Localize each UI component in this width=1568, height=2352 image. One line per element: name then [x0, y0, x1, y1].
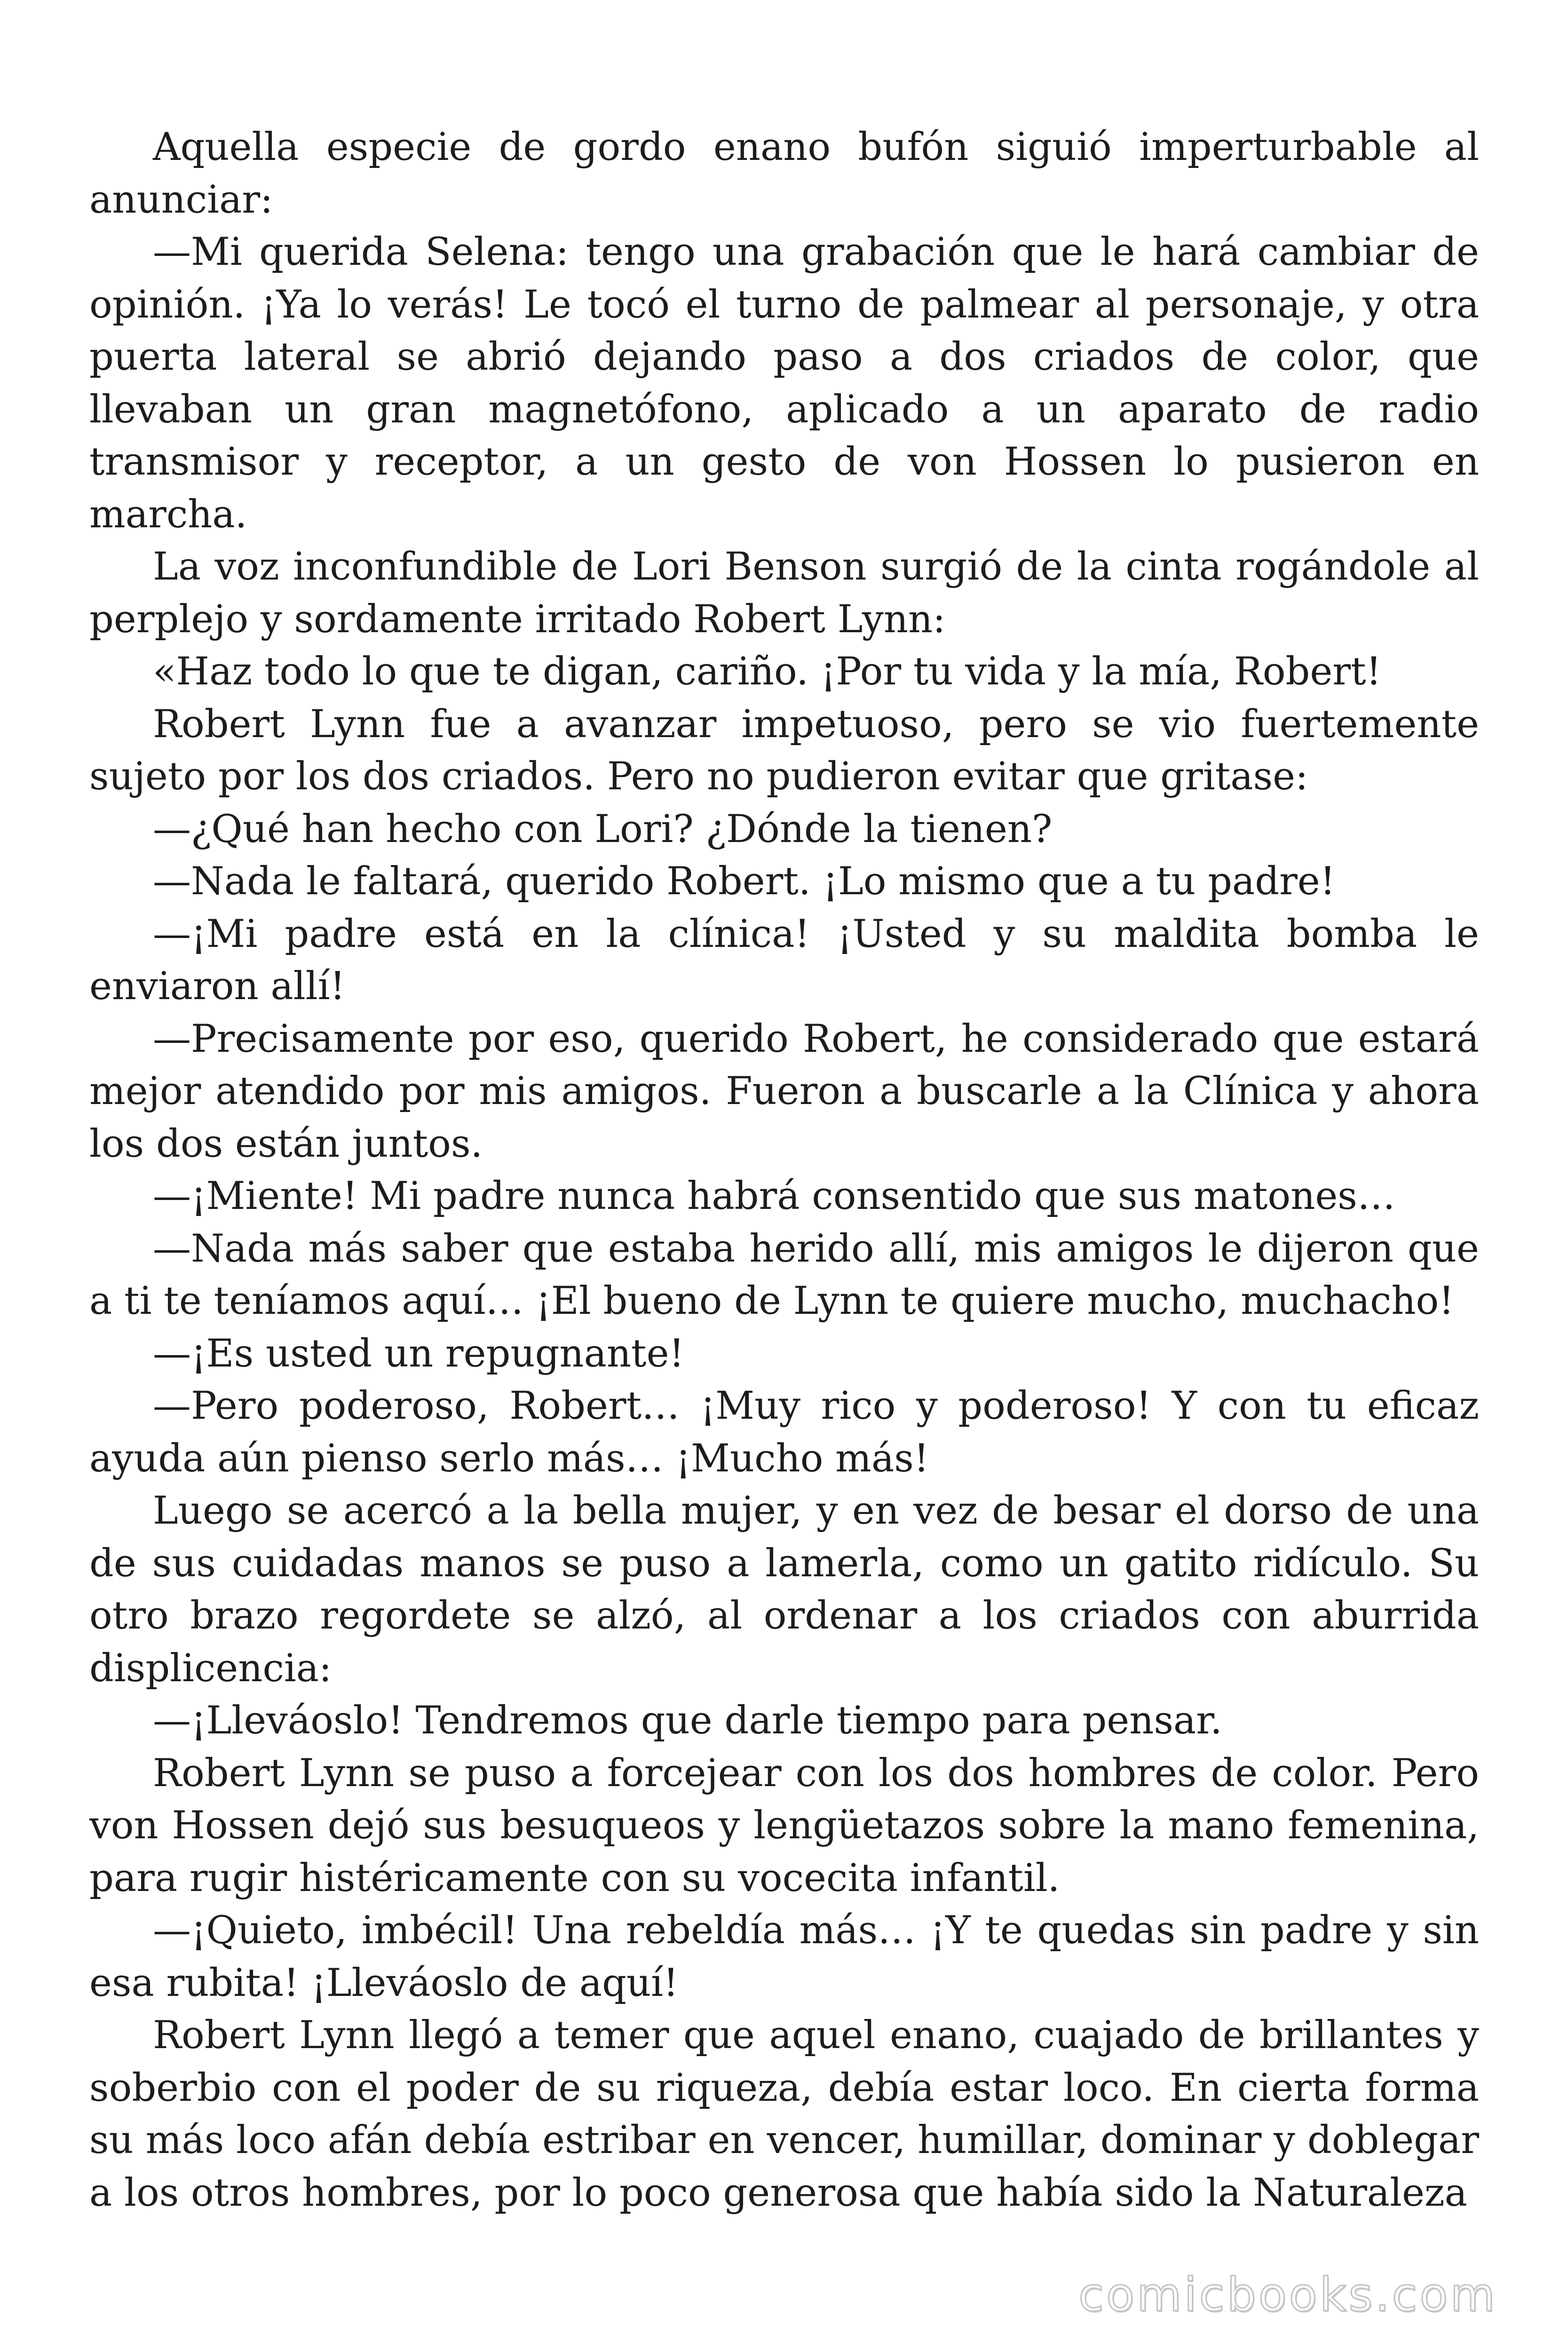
paragraph: —Precisamente por eso, querido Robert, he considerado que estará mejor atendido por mis amigos. Fueron a buscarle a la Clínica y ahora los dos están juntos.: [89, 1017, 1479, 1166]
watermark: comicbooks.com: [1078, 2268, 1497, 2322]
paragraph: —Mi querida Selena: tengo una grabación que le hará cambiar de opinión. ¡Ya lo verás! Le tocó el turno de palmear al personaje, y otra puerta lateral se abrió dejando paso a dos criados de color, que llevaban un gran magnetófono, aplicado a un aparato de radio transmisor y receptor, a un gesto de von Hossen lo pusieron en marcha.: [89, 230, 1479, 537]
paragraph: Robert Lynn se puso a forcejear con los dos hombres de color. Pero von Hossen dejó sus besuqueos y lengüetazos sobre la mano femenina, para rugir histéricamente con su vocecita infantil.: [89, 1751, 1479, 1900]
paragraph: —Nada más saber que estaba herido allí, mis amigos le dijeron que a ti te teníamos aquí… ¡El bueno de Lynn te quiere mucho, muchacho!: [89, 1226, 1479, 1323]
body-text: [89, 121, 1479, 2219]
paragraph: «Haz todo lo que te digan, cariño. ¡Por tu vida y la mía, Robert!: [153, 650, 1382, 694]
paragraph: —Pero poderoso, Robert… ¡Muy rico y poderoso! Y con tu eficaz ayuda aún pienso serlo más… ¡Mucho más!: [89, 1384, 1479, 1481]
paragraph: —¡Miente! Mi padre nunca habrá consentido que sus matones…: [153, 1174, 1395, 1218]
paragraph: —¡Es usted un repugnante!: [153, 1331, 685, 1376]
paragraph: Robert Lynn llegó a temer que aquel enano, cuajado de brillantes y soberbio con el poder de su riqueza, debía estar loco. En cierta forma su más loco afán debía estribar en vencer, humillar, dominar y doblegar a los otros hombres, por lo poco generosa que había sido la Naturaleza: [89, 2013, 1479, 2215]
paragraph: —Nada le faltará, querido Robert. ¡Lo mismo que a tu padre!: [153, 859, 1336, 904]
paragraph: Luego se acercó a la bella mujer, y en vez de besar el dorso de una de sus cuidadas manos se puso a lamerla, como un gatito ridículo. Su otro brazo regordete se alzó, al ordenar a los criados con aburrida displicencia:: [89, 1489, 1479, 1691]
paragraph: —¡Lleváoslo! Tendremos que darle tiempo para pensar.: [153, 1699, 1222, 1743]
paragraph: —¡Quieto, imbécil! Una rebeldía más… ¡Y te quedas sin padre y sin esa rubita! ¡Lleváoslo de aquí!: [89, 1908, 1479, 2005]
paragraph: —¿Qué han hecho con Lori? ¿Dónde la tienen?: [153, 807, 1053, 851]
paragraph: Robert Lynn fue a avanzar impetuoso, pero se vio fuertemente sujeto por los dos criados. Pero no pudieron evitar que gritase:: [89, 702, 1479, 799]
paragraph: Aquella especie de gordo enano bufón siguió imperturbable al anunciar:: [89, 125, 1479, 222]
paragraph: —¡Mi padre está en la clínica! ¡Usted y su maldita bomba le enviaron allí!: [89, 912, 1479, 1009]
paragraph: La voz inconfundible de Lori Benson surgió de la cinta rogándole al perplejo y sordamente irritado Robert Lynn:: [89, 545, 1479, 642]
